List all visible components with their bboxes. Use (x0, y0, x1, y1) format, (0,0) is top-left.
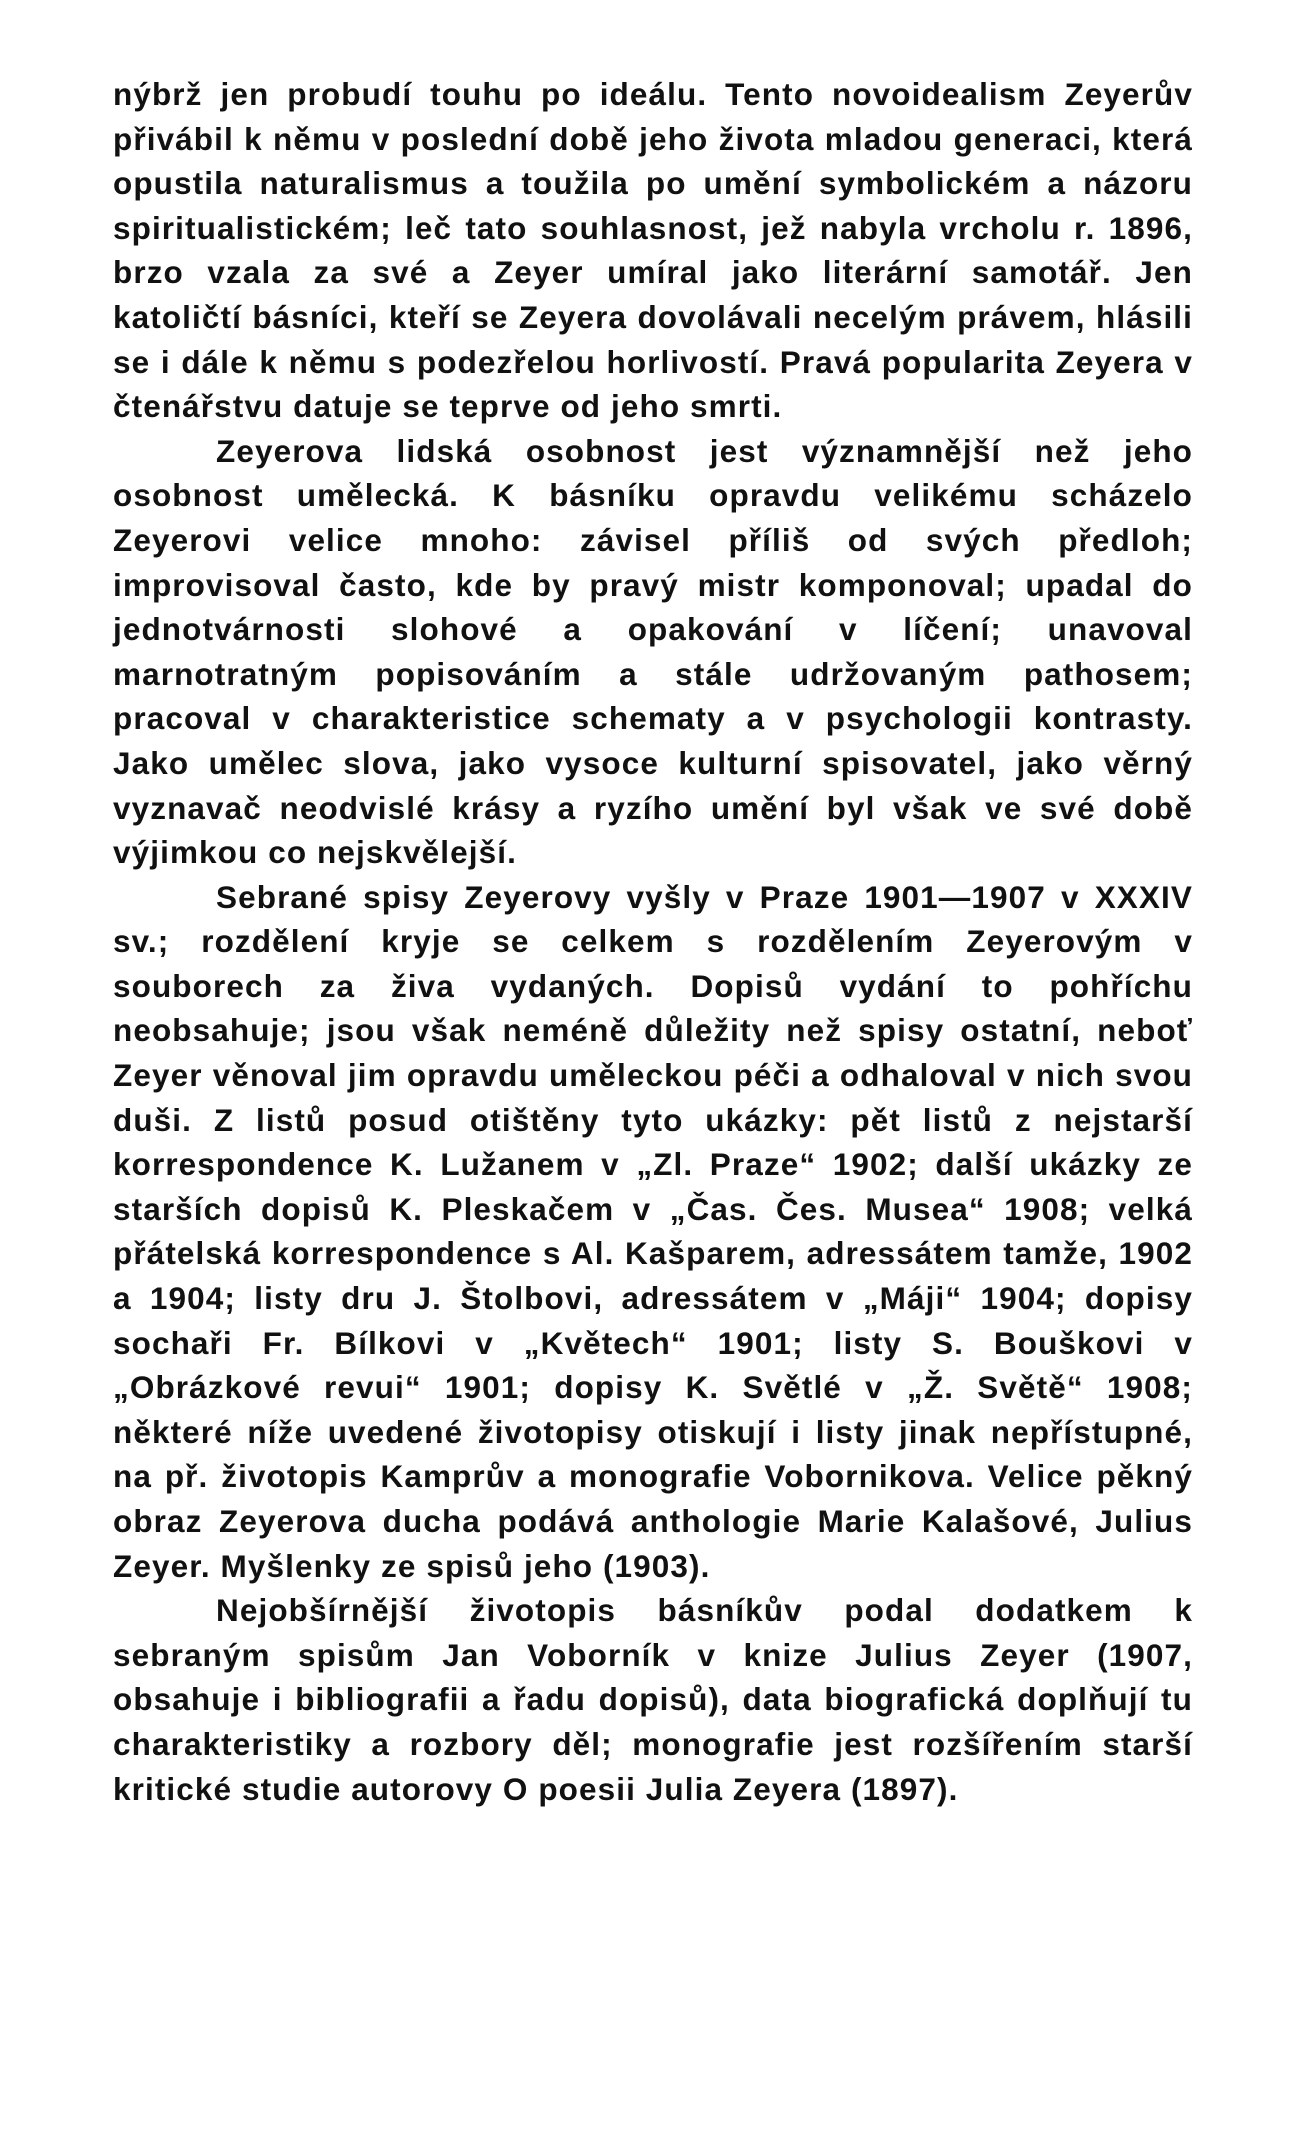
paragraph-continuation: nýbrž jen probudí touhu po ideálu. Tento novoidealism Zeyerův přivábil k němu v poslední době jeho života mladou generaci, která opustila naturalismus a toužila po umění symbolickém a názoru spiritualistickém; leč tato souhlasnost, jež nabyla vrcholu r. 1896, brzo vzala za své a Zeyer umíral jako literární samotář. Jen katoličtí básníci, kteří se Zeyera dovolávali necelým právem, hlásili se i dále k němu s podezřelou horlivostí. Pravá popularita Zeyera v čtenářstvu datuje se teprve od jeho smrti. (113, 76, 1193, 425)
paragraph-biography: Nejobšírnější životopis básníkův podal dodatkem k sebraným spisům Jan Voborník v knize Julius Zeyer (1907, obsahuje i bibliografii a řadu dopisů), data biografická doplňují tu charakteristiky a rozbory děl; monografie jest rozšířením starší kritické studie autorovy O poesii Julia Zeyera (1897). (113, 1592, 1193, 1807)
paragraph-personality: Zeyerova lidská osobnost jest významnější než jeho osobnost umělecká. K básníku opravdu velikému scházelo Zeyerovi velice mnoho: závisel příliš od svých předloh; improvisoval často, kde by pravý mistr komponoval; upadal do jednotvárnosti slohové a opakování v líčení; unavoval marnotratným popisováním a stále udržovaným pathosem; pracoval v charakteristice schematy a v psychologii kontrasty. Jako umělec slova, jako vysoce kulturní spisovatel, jako věrný vyznavač neodvislé krásy a ryzího umění byl však ve své době výjimkou co nejskvělejší. (113, 432, 1193, 871)
paragraph-collected-works: Sebrané spisy Zeyerovy vyšly v Praze 1901—1907 v XXXIV sv.; rozdělení kryje se celkem s rozdělením Zeyerovým v souborech za živa vydaných. Dopisů vydání to pohříchu neobsahuje; jsou však neméně důležity než spisy ostatní, neboť Zeyer věnoval jim opravdu uměleckou péči a odhaloval v nich svou duši. Z listů posud otištěny tyto ukázky: pět listů z nejstarší korrespondence K. Lužanem v „Zl. Praze“ 1902; další ukázky ze starších dopisů K. Pleskačem v „Čas. Čes. Musea“ 1908; velká přátelská korrespondence s Al. Kašparem, adressátem tamže, 1902 a 1904; listy dru J. Štolbovi, adressátem v „Máji“ 1904; dopisy sochaři Fr. Bílkovi v „Květech“ 1901; listy S. Bouškovi v „Obrázkové revui“ 1901; dopisy K. Světlé v „Ž. Světě“ 1908; některé níže uvedené životopisy otiskují i listy jinak nepřístupné, na př. životopis Kamprův a monografie Vobornikova. Velice pěkný obraz Zeyerova ducha podává anthologie Marie Kalašové, Julius Zeyer. Myšlenky ze spisů jeho (1903). (113, 878, 1193, 1584)
page-text (113, 72, 1193, 1811)
